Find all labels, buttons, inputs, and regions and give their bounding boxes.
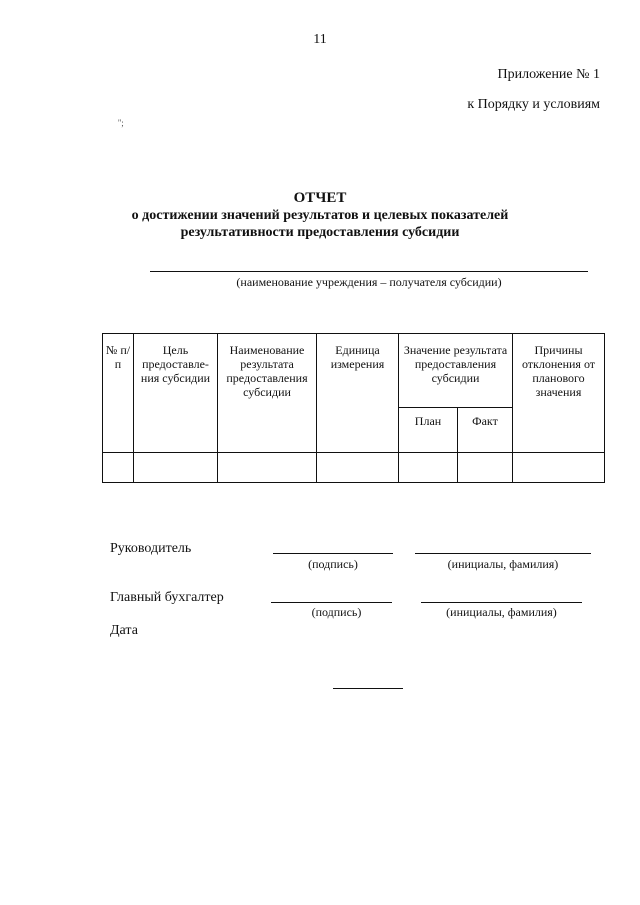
head-label: Руководитель [110,541,192,556]
head-name-line [415,553,591,554]
table-cell [317,453,399,483]
page-number: 11 [313,32,327,47]
date-label: Дата [110,623,138,638]
table-cell [458,453,513,483]
header-fact: Факт [458,408,513,453]
head-name-caption: (инициалы, фамилия) [447,557,559,571]
header-unit: Единица измерения [317,334,399,453]
report-table [102,333,605,483]
accountant-label: Главный бухгалтер [110,590,224,605]
table-row [103,453,605,483]
table-cell [134,453,218,483]
head-signature-line [273,553,393,554]
recipient-caption: (наименование учреждения – получателя субсидии) [236,275,502,289]
recipient-name-line [150,271,588,272]
accountant-name-line [421,602,582,603]
table-cell [218,453,317,483]
table-cell [103,453,134,483]
header-value: Значение результата предоставления субсидии [399,334,513,408]
head-signature-caption: (подпись) [308,557,358,571]
header-num: № п/п [103,334,134,453]
scan-mark: ''; [118,118,124,128]
header-plan: План [399,408,458,453]
report-subtitle-line1: о достижении значений результатов и целевых показателей [131,208,509,223]
appendix-title: Приложение № 1 [497,67,600,82]
header-goal: Цель предоставле-ния субсидии [134,334,218,453]
table-cell [513,453,605,483]
accountant-signature-line [271,602,392,603]
accountant-name-caption: (инициалы, фамилия) [446,605,557,619]
table-cell [399,453,458,483]
header-reasons: Причины отклонения от планового значения [513,334,605,453]
report-title: ОТЧЕТ [293,190,347,206]
report-subtitle-line2: результативности предоставления субсидии [180,225,460,240]
end-rule [333,688,403,689]
report-title-block [0,190,640,241]
header-result-name: Наименование результата предоставления субсидии [218,334,317,453]
appendix-subtitle: к Порядку и условиям [467,97,600,112]
accountant-signature-caption: (подпись) [311,605,362,619]
